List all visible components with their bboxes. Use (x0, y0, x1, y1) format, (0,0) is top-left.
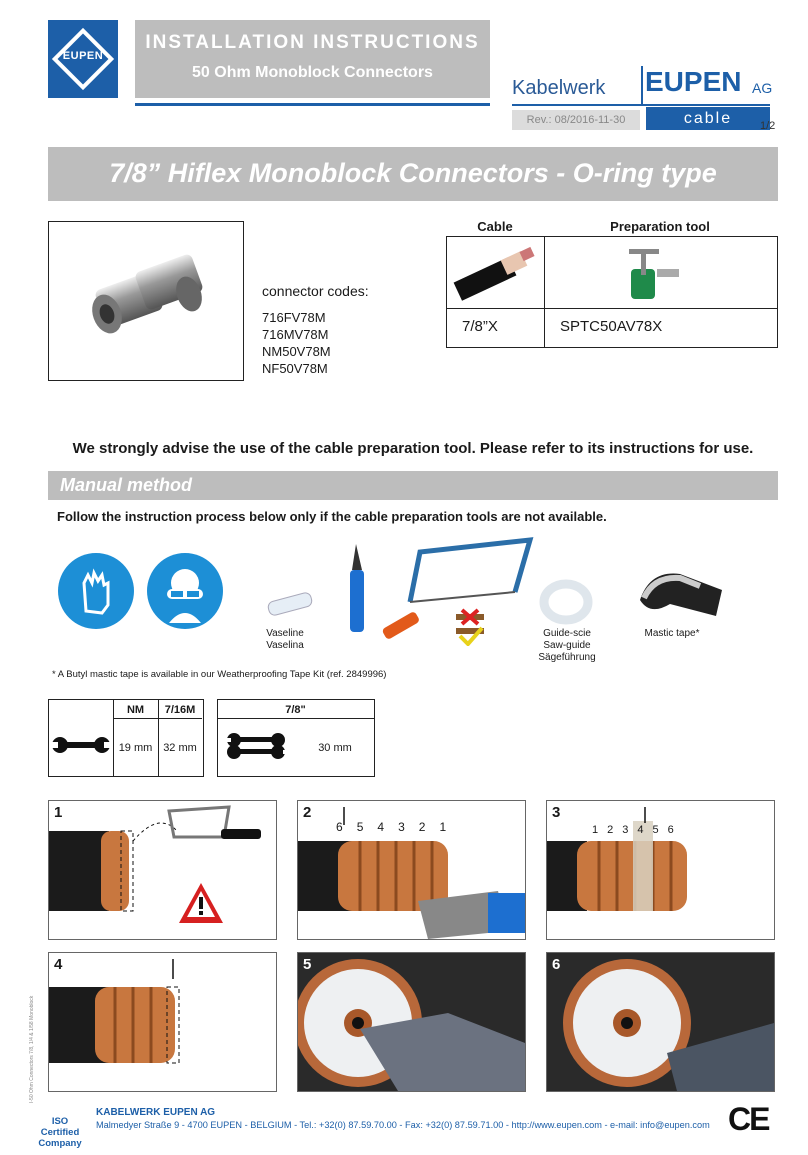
mark-label: 4 (377, 820, 385, 834)
preparation-tool-image (545, 237, 776, 308)
knife-icon (340, 540, 380, 636)
step-3-panel (546, 800, 775, 940)
header-title: INSTALLATION INSTRUCTIONS (145, 32, 480, 53)
table-divider (113, 718, 202, 719)
connector-photo (48, 221, 244, 381)
vaseline-label-line: Vaseline (266, 628, 304, 639)
mark-label: 6 (336, 820, 343, 834)
cable-image (447, 237, 544, 308)
brand-divider (641, 66, 643, 106)
butyl-note: * A Butyl mastic tape is available in our Weatherproofing Tape Kit (ref. 2849996) (52, 669, 387, 680)
tool-value: SPTC50AV78X (560, 318, 663, 335)
mark-label: 1 (592, 824, 599, 836)
safety-glasses-icon (147, 553, 223, 629)
brand-underline (512, 104, 770, 106)
cable-value: 7/8”X (462, 318, 498, 335)
7-16m-label: 7/16M (164, 704, 196, 716)
manual-method-title: Manual method (60, 475, 193, 495)
brand-kabelwerk: Kabelwerk (512, 77, 606, 99)
mark-label: 4 (637, 824, 644, 836)
saw-guide-label-line: Saw-guide (543, 640, 591, 651)
step-6-panel (546, 952, 775, 1092)
step-number: 1 (54, 804, 63, 821)
saw-guide-label-line: Sägeführung (538, 652, 596, 663)
step-number: 6 (552, 956, 561, 973)
connector-codes-label: connector codes: (262, 283, 369, 299)
nm-label: NM (126, 704, 145, 716)
table-divider (446, 308, 777, 309)
iso-line: Certified (40, 1127, 80, 1138)
step-4-panel (48, 952, 277, 1092)
revision-label: Rev.: 08/2016-11-30 (512, 110, 640, 130)
mark-label: 2 (607, 824, 614, 836)
footer-address: Malmedyer Straße 9 - 4700 EUPEN - BELGIUM - Tel.: +32(0) 87.59.70.00 - Fax: +32(0) 87.59.71.00 - http://www.eupen.com - e-mail: info@eupen.com (96, 1120, 710, 1130)
step-2-marks (336, 820, 446, 834)
wrench-icon (52, 732, 110, 758)
mark-label: 3 (398, 820, 405, 834)
footer-company: KABELWERK EUPEN AG (96, 1107, 216, 1118)
table-divider (217, 718, 374, 719)
step-number: 5 (303, 956, 312, 973)
mastic-tape-icon (630, 560, 730, 626)
double-wrench-icon (226, 731, 288, 761)
step-3-marks (592, 824, 674, 836)
col-tool-header: Preparation tool (610, 219, 710, 234)
step-number: 2 (303, 804, 312, 821)
connector-code: NM50V78M (262, 344, 331, 359)
7-16m-wrench-size: 32 mm (163, 742, 197, 754)
logo-text: EUPEN (62, 50, 104, 62)
header-subtitle: 50 Ohm Monoblock Connectors (192, 64, 433, 81)
step-1-panel (48, 800, 277, 940)
mark-label: 1 (439, 820, 447, 834)
connector-code: NF50V78M (262, 361, 328, 376)
connector-code: 716FV78M (262, 310, 326, 325)
mark-label: 5 (652, 824, 659, 836)
o-ring-icon (536, 578, 596, 628)
vaseline-label-line: Vaselina (266, 640, 304, 651)
connector-code: 716MV78M (262, 327, 329, 342)
page-number: 1/2 (760, 120, 776, 132)
brand-cable: cable (646, 107, 770, 130)
step-number: 3 (552, 804, 561, 821)
iso-line: ISO (51, 1116, 69, 1127)
iso-line: Company (38, 1138, 82, 1149)
connector-image (49, 222, 243, 380)
mark-label: 2 (418, 820, 426, 834)
ce-mark: CE (728, 1101, 769, 1137)
saw-guide-label-line: Guide-scie (543, 628, 591, 639)
mark-label: 6 (667, 824, 674, 836)
mastic-tape-label: Mastic tape* (644, 628, 700, 639)
follow-instruction: Follow the instruction process below only if the cable preparation tools are not available. (57, 509, 607, 524)
vaseline-icon (262, 585, 322, 625)
mark-label: 5 (356, 820, 364, 834)
brand-eupen: EUPEN (645, 66, 742, 97)
side-document-code: I-50 Ohm Connectors 7/8, 1/4 & 1/58 Monoblock (29, 995, 35, 1103)
nm-wrench-size: 19 mm (118, 742, 153, 754)
brand-ag: AG (752, 80, 773, 96)
step-5-panel (297, 952, 526, 1092)
main-title: 7/8” Hiflex Monoblock Connectors - O-ring type (109, 158, 717, 188)
cable-size-label: 7/8" (285, 704, 306, 716)
iso-certified-badge (38, 1116, 82, 1149)
header-underline (135, 103, 490, 106)
vaseline-label (250, 628, 320, 652)
saw-guide-warning-icon (452, 606, 488, 646)
saw-guide-label (522, 628, 612, 664)
mark-label: 3 (622, 824, 629, 836)
advice-text: We strongly advise the use of the cable preparation tool. Please refer to its instructions for use. (72, 440, 754, 457)
step-number: 4 (54, 956, 63, 973)
col-cable-header: Cable (477, 219, 513, 234)
gloves-icon (58, 553, 134, 629)
cable-wrench-size: 30 mm (318, 742, 352, 754)
